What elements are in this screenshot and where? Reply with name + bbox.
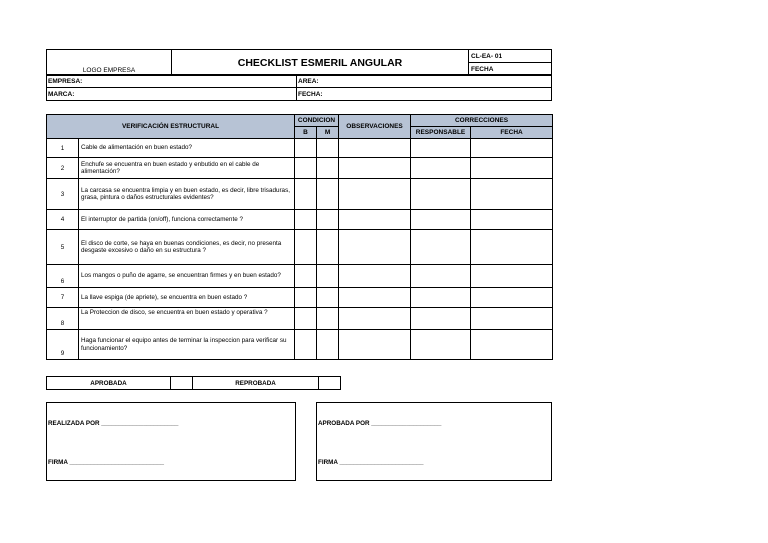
- cell-observaciones[interactable]: [339, 265, 411, 288]
- condicion-b-header: B: [295, 127, 317, 139]
- responsable-header: RESPONSABLE: [411, 127, 471, 139]
- marca-field[interactable]: [47, 88, 297, 101]
- info-table: [46, 74, 552, 101]
- table-row: [47, 210, 553, 230]
- row-question: Los mangos o puño de agarre, se encuentran firmes y en buen estado?: [79, 265, 295, 288]
- cell-m[interactable]: [317, 265, 339, 288]
- fecha-info-field[interactable]: [297, 88, 552, 101]
- firma-left-field[interactable]: FIRMA ___________________________: [48, 459, 165, 466]
- row-number: 5: [47, 230, 79, 265]
- fecha-header: FECHA: [471, 127, 553, 139]
- cell-observaciones[interactable]: [339, 139, 411, 158]
- empresa-field[interactable]: [47, 75, 297, 88]
- cell-m[interactable]: [317, 139, 339, 158]
- marca-label: MARCA:: [48, 90, 75, 98]
- cell-b[interactable]: [295, 179, 317, 210]
- cell-b[interactable]: [295, 288, 317, 308]
- cell-observaciones[interactable]: [339, 230, 411, 265]
- reprobada-checkbox[interactable]: [319, 377, 341, 390]
- realizada-signature-box: [46, 402, 296, 481]
- cell-b[interactable]: [295, 308, 317, 330]
- cell-m[interactable]: [317, 330, 339, 360]
- aprobada-por-field[interactable]: APROBADA POR ____________________: [318, 420, 442, 427]
- row-question: La llave espiga (de apriete), se encuentra en buen estado ?: [79, 288, 295, 308]
- table-row: [47, 308, 553, 330]
- cell-fecha[interactable]: [471, 288, 553, 308]
- cell-b[interactable]: [295, 158, 317, 179]
- logo-placeholder: LOGO EMPRESA: [47, 50, 172, 76]
- cell-fecha[interactable]: [471, 308, 553, 330]
- row-number: 3: [47, 179, 79, 210]
- table-row: [47, 139, 553, 158]
- reprobada-label: REPROBADA: [193, 377, 319, 390]
- table-row: [47, 230, 553, 265]
- cell-responsable[interactable]: [411, 265, 471, 288]
- cell-observaciones[interactable]: [339, 288, 411, 308]
- aprobada-checkbox[interactable]: [171, 377, 193, 390]
- cell-m[interactable]: [317, 308, 339, 330]
- fecha-field[interactable]: FECHA: [469, 63, 552, 76]
- header-table: [46, 49, 552, 76]
- cell-observaciones[interactable]: [339, 210, 411, 230]
- cell-m[interactable]: [317, 288, 339, 308]
- cell-m[interactable]: [317, 158, 339, 179]
- cell-responsable[interactable]: [411, 179, 471, 210]
- realizada-por-field[interactable]: REALIZADA POR ______________________: [48, 420, 179, 427]
- cell-responsable[interactable]: [411, 308, 471, 330]
- cell-fecha[interactable]: [471, 210, 553, 230]
- table-row: [47, 330, 553, 360]
- row-question: Cable de alimentación en buen estado?: [79, 139, 295, 158]
- cell-fecha[interactable]: [471, 230, 553, 265]
- verificacion-header: VERIFICACIÓN ESTRUCTURAL: [47, 115, 295, 139]
- area-field[interactable]: [297, 75, 552, 88]
- row-number: 4: [47, 210, 79, 230]
- cell-b[interactable]: [295, 230, 317, 265]
- cell-fecha[interactable]: [471, 265, 553, 288]
- row-question: Haga funcionar el equipo antes de terminar la inspeccion para verificar su funcionamiento?: [79, 330, 295, 360]
- cell-fecha[interactable]: [471, 330, 553, 360]
- cell-m[interactable]: [317, 179, 339, 210]
- row-number: 9: [47, 330, 79, 360]
- cell-observaciones[interactable]: [339, 158, 411, 179]
- cell-fecha[interactable]: [471, 139, 553, 158]
- table-row: [47, 265, 553, 288]
- cell-observaciones[interactable]: [339, 308, 411, 330]
- approval-table: [46, 376, 341, 390]
- row-number: 6: [47, 265, 79, 288]
- cell-m[interactable]: [317, 210, 339, 230]
- cell-b[interactable]: [295, 330, 317, 360]
- row-question: La Proteccion de disco, se encuentra en buen estado y operativa ?: [79, 308, 295, 330]
- cell-m[interactable]: [317, 230, 339, 265]
- cell-responsable[interactable]: [411, 139, 471, 158]
- table-row: [47, 288, 553, 308]
- condicion-m-header: M: [317, 127, 339, 139]
- cell-fecha[interactable]: [471, 158, 553, 179]
- cell-responsable[interactable]: [411, 230, 471, 265]
- row-question: El interruptor de partida (on/off), funciona correctamente ?: [79, 210, 295, 230]
- checklist-table: [46, 114, 553, 360]
- aprobada-label: APROBADA: [47, 377, 171, 390]
- fecha-info-label: FECHA:: [298, 90, 323, 98]
- table-row: [47, 179, 553, 210]
- cell-responsable[interactable]: [411, 288, 471, 308]
- cell-b[interactable]: [295, 139, 317, 158]
- observaciones-header: OBSERVACIONES: [339, 115, 411, 139]
- firma-right-field[interactable]: FIRMA ________________________: [318, 459, 424, 466]
- row-number: 7: [47, 288, 79, 308]
- area-label: AREA:: [298, 77, 319, 85]
- row-number: 8: [47, 308, 79, 330]
- row-question: Enchufe se encuentra en buen estado y enbutido en el cable de alimentación?: [79, 158, 295, 179]
- cell-b[interactable]: [295, 210, 317, 230]
- aprobada-signature-box: [316, 402, 552, 481]
- cell-responsable[interactable]: [411, 158, 471, 179]
- row-question: El disco de corte, se haya en buenas condiciones, es decir, no presenta desgaste excesivo o daño en su estructura ?: [79, 230, 295, 265]
- document-code: CL-EA- 01: [469, 50, 552, 63]
- document-title: CHECKLIST ESMERIL ANGULAR: [172, 50, 469, 76]
- cell-responsable[interactable]: [411, 210, 471, 230]
- cell-observaciones[interactable]: [339, 179, 411, 210]
- cell-responsable[interactable]: [411, 330, 471, 360]
- cell-b[interactable]: [295, 265, 317, 288]
- row-number: 2: [47, 158, 79, 179]
- table-row: [47, 158, 553, 179]
- row-question: La carcasa se encuentra limpia y en buen estado, es decir, libre trisaduras, grasa, pintura o daños estructurales evidentes?: [79, 179, 295, 210]
- row-number: 1: [47, 139, 79, 158]
- empresa-label: EMPRESA:: [48, 77, 83, 85]
- cell-observaciones[interactable]: [339, 330, 411, 360]
- cell-fecha[interactable]: [471, 179, 553, 210]
- correcciones-header: CORRECCIONES: [411, 115, 553, 127]
- condicion-header: CONDICION: [295, 115, 339, 127]
